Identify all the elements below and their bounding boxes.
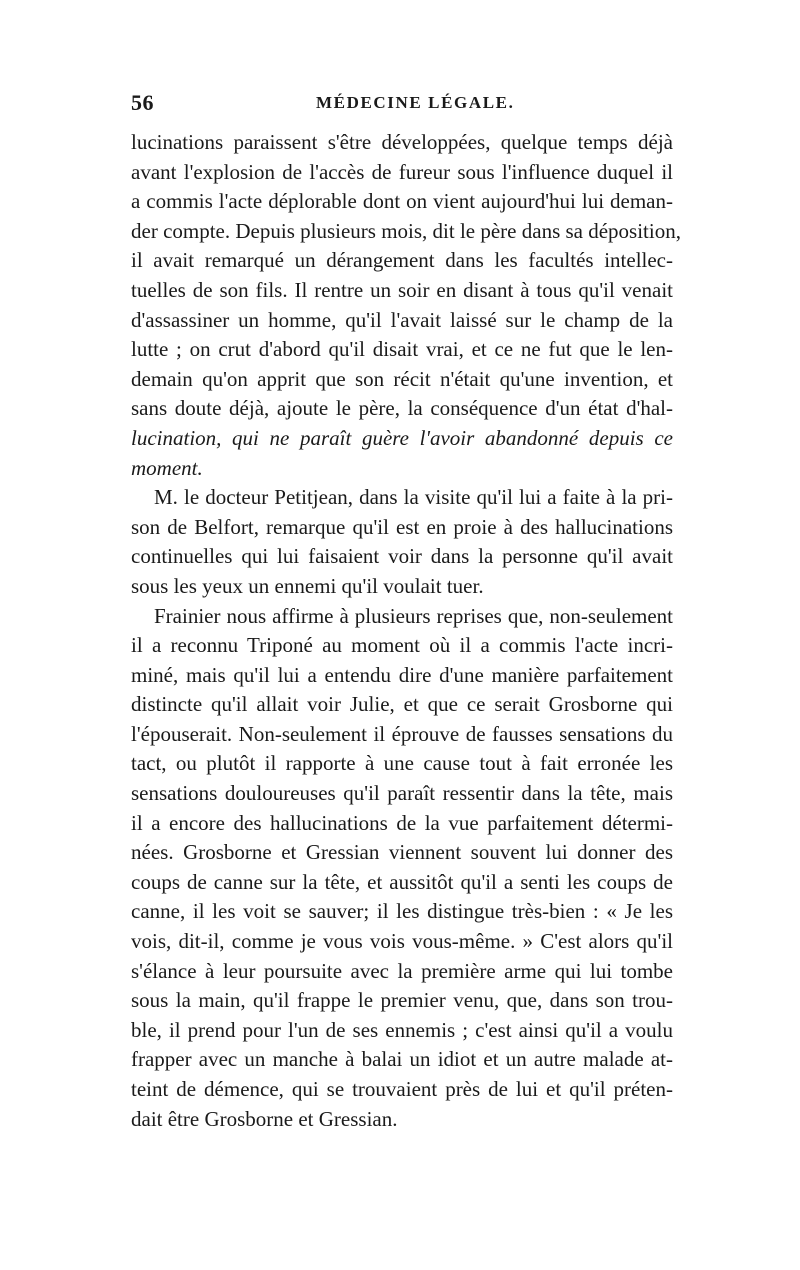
text-line: sous la main, qu'il frappe le premier venu, que, dans son trou- [131,988,673,1013]
text-line: son de Belfort, remarque qu'il est en proie à des hallucinations [131,514,673,539]
text-line: avant l'explosion de l'accès de fureur sous l'influence duquel il [131,159,673,184]
text-line: lucination, qui ne paraît guère l'avoir abandonné depuis ce [131,425,673,450]
text-line: nées. Grosborne et Gressian viennent souvent lui donner des [131,840,673,865]
text-line: moment. [131,455,203,480]
text-line: canne, il les voit se sauver; il les distingue très-bien : « Je les [131,899,673,924]
text-line: vois, dit-il, comme je vous vois vous-même. » C'est alors qu'il [131,929,673,954]
text-line: d'assassiner un homme, qu'il l'avait laissé sur le champ de la [131,307,673,332]
text-line: sans doute déjà, ajoute le père, la conséquence d'un état d'hal- [131,396,673,421]
text-line: lucinations paraissent s'être développées, quelque temps déjà [131,130,673,154]
text-line: l'épouserait. Non-seulement il éprouve de fausses sensations du [131,721,673,746]
text-line: sous les yeux un ennemi qu'il voulait tuer. [131,573,484,598]
text-line: il a encore des hallucinations de la vue parfaitement détermi- [131,810,673,835]
text-line: continuelles qui lui faisaient voir dans la personne qu'il avait [131,544,673,569]
paragraph [131,483,673,601]
text-line: coups de canne sur la tête, et aussitôt qu'il a senti les coups de [131,869,673,894]
text-line: ble, il prend pour l'un de ses ennemis ; c'est ainsi qu'il a voulu [131,1017,673,1042]
paragraph [131,128,681,483]
text-line: miné, mais qu'il lui a entendu dire d'une manière parfaitement [131,662,673,687]
body-text [131,128,681,1134]
page-number: 56 [131,90,154,115]
text-line: tact, ou plutôt il rapporte à une cause tout à fait erronée les [131,751,673,776]
text-line: Frainier nous affirme à plusieurs reprises que, non-seulement [154,603,673,628]
text-line: lutte ; on crut d'abord qu'il disait vrai, et ce ne fut que le len- [131,337,673,362]
text-line: frapper avec un manche à balai un idiot et un autre malade at- [131,1047,673,1072]
text-line: der compte. Depuis plusieurs mois, dit le père dans sa déposition, [131,218,681,243]
running-title: MÉDECINE LÉGALE. [316,93,515,112]
paragraph [131,602,673,1135]
text-line: distincte qu'il allait voir Julie, et que ce serait Grosborne qui [131,692,673,717]
text-line: demain qu'on apprit que son récit n'était qu'une invention, et [131,366,673,391]
text-line: il a reconnu Triponé au moment où il a commis l'acte incri- [131,633,673,658]
text-line: tuelles de son fils. Il rentre un soir en disant à tous qu'il venait [131,277,673,302]
text-line: M. le docteur Petitjean, dans la visite qu'il lui a faite à la pri- [154,485,673,510]
text-line: a commis l'acte déplorable dont on vient aujourd'hui lui deman- [131,189,673,214]
text-line: dait être Grosborne et Gressian. [131,1106,398,1131]
page-header [131,90,671,120]
text-line: s'élance à leur poursuite avec la première arme qui lui tombe [131,958,673,983]
text-line: sensations douloureuses qu'il paraît ressentir dans la tête, mais [131,781,673,806]
text-line: il avait remarqué un dérangement dans les facultés intellec- [131,248,673,273]
text-line: teint de démence, qui se trouvaient près de lui et qu'il préten- [131,1077,673,1101]
